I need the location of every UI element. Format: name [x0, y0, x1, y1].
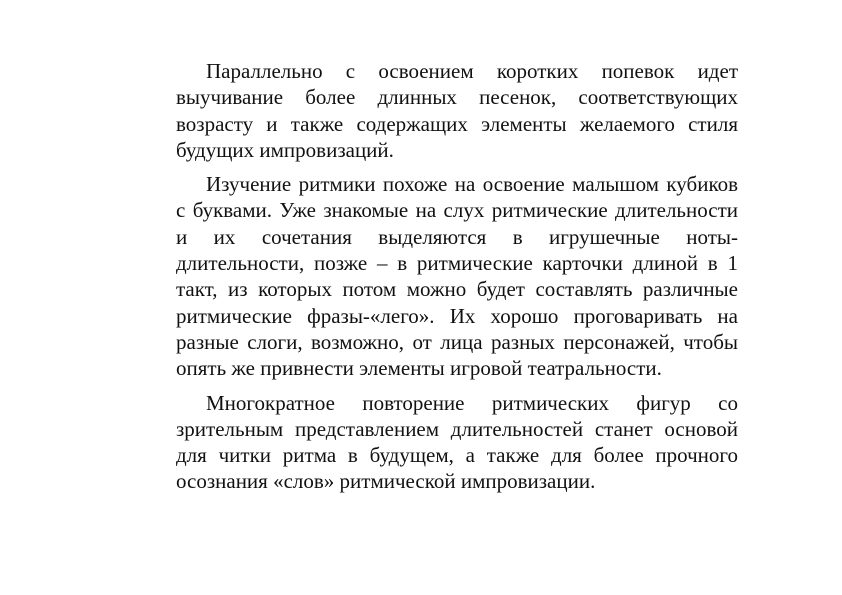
body-text	[176, 58, 738, 503]
paragraph-2: Изучение ритмики похоже на освоение малышом кубиков с буквами. Уже знакомые на слух ритмические длительности и их сочетания выделяются в игрушечные ноты-длительности, позже – в ритмические карточки длиной в 1 такт, из которых потом можно будет составлять различные ритмические фразы-«лего». Их хорошо проговаривать на разные слоги, возможно, от лица разных персонажей, чтобы опять же привнести элементы игровой театральности.	[176, 172, 738, 381]
paragraph-1: Параллельно с освоением коротких попевок идет выучивание более длинных песенок, соответствующих возрасту и также содержащих элементы желаемого стиля будущих импровизаций.	[176, 59, 738, 162]
paragraph-3: Многократное повторение ритмических фигур со зрительным представлением длительностей станет основой для читки ритма в будущем, а также для более прочного осознания «слов» ритмической импровизации.	[176, 390, 738, 494]
